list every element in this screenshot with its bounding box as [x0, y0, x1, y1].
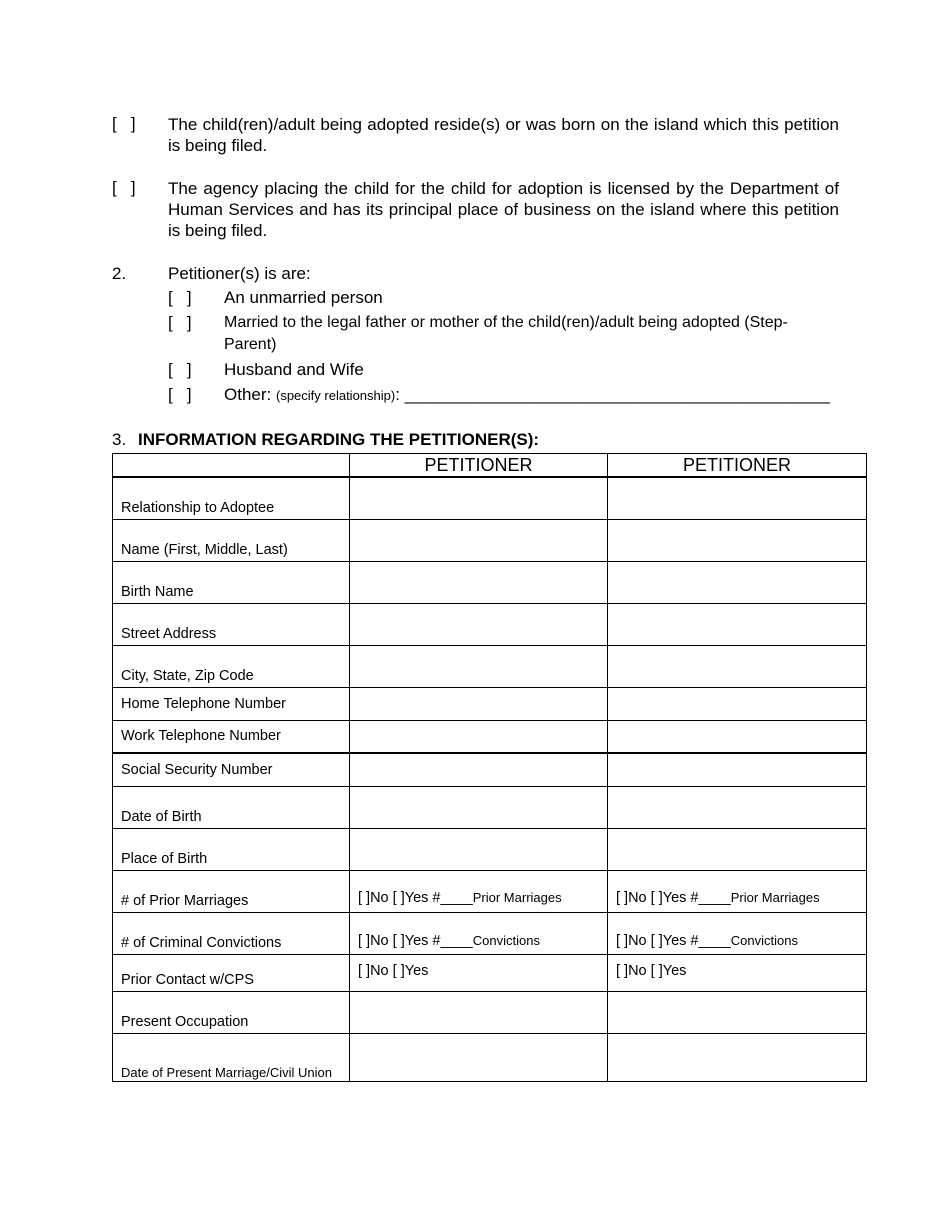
convictions-suffix-1: Convictions — [472, 932, 540, 948]
prior-marriages-options-1[interactable]: [ ]No [ ]Yes #____ — [358, 889, 473, 906]
row-label-work-phone: Work Telephone Number — [113, 720, 350, 753]
checkbox-other[interactable]: [ ] — [168, 385, 192, 404]
option-step-parent-line2: Parent) — [224, 336, 277, 353]
row-label-prior-marriages: # of Prior Marriages — [113, 870, 350, 912]
ssn-cell-2[interactable] — [608, 753, 867, 786]
header-blank — [113, 454, 350, 478]
city-state-zip-cell-1[interactable] — [350, 645, 608, 687]
convictions-suffix-2: Convictions — [730, 932, 798, 948]
cps-options-2[interactable]: [ ]No [ ]Yes — [616, 962, 687, 979]
cps-cell-1[interactable] — [350, 954, 608, 991]
birth-name-cell-2[interactable] — [608, 561, 867, 603]
row-label-city-state-zip: City, State, Zip Code — [113, 645, 350, 687]
checkbox-step-parent[interactable]: [ ] — [168, 313, 192, 332]
marriage-date-cell-2[interactable] — [608, 1033, 867, 1081]
row-label-home-phone: Home Telephone Number — [113, 687, 350, 720]
row-label-birth-name: Birth Name — [113, 561, 350, 603]
checkbox-unmarried-person[interactable]: [ ] — [168, 288, 192, 307]
row-label-date-of-birth: Date of Birth — [113, 786, 350, 828]
cps-options-1[interactable]: [ ]No [ ]Yes — [358, 962, 429, 979]
checkbox-island-residence[interactable]: [ ] — [112, 114, 136, 133]
column-header-petitioner-2: PETITIONER — [608, 454, 867, 478]
relationship-cell-2[interactable] — [608, 477, 867, 519]
prior-marriages-suffix-2: Prior Marriages — [730, 889, 820, 905]
island-residence-statement: The child(ren)/adult being adopted reside(s) or was born on the island which this petition is being filed. — [168, 115, 839, 155]
present-occupation-cell-1[interactable] — [350, 991, 608, 1033]
convictions-cell-1[interactable] — [350, 912, 608, 954]
ssn-cell-1[interactable] — [350, 753, 608, 786]
date-of-birth-cell-1[interactable] — [350, 786, 608, 828]
prior-marriages-options-2[interactable]: [ ]No [ ]Yes #____ — [616, 889, 731, 906]
petitioner-info-table — [112, 453, 867, 1082]
row-label-prior-cps-contact: Prior Contact w/CPS — [113, 954, 350, 991]
relationship-cell-1[interactable] — [350, 477, 608, 519]
row-label-marriage-date: Date of Present Marriage/Civil Union — [113, 1033, 350, 1081]
work-phone-cell-1[interactable] — [350, 720, 608, 753]
birth-name-cell-1[interactable] — [350, 561, 608, 603]
city-state-zip-cell-2[interactable] — [608, 645, 867, 687]
prior-marriages-cell-2[interactable] — [608, 870, 867, 912]
home-phone-cell-1[interactable] — [350, 687, 608, 720]
column-header-petitioner-1: PETITIONER — [350, 454, 608, 478]
row-label-street-address: Street Address — [113, 603, 350, 645]
option-unmarried-person: An unmarried person — [224, 288, 383, 307]
section-2-number: 2. — [112, 264, 127, 283]
option-step-parent-line1: Married to the legal father or mother of the child(ren)/adult being adopted (Step- — [224, 314, 788, 331]
home-phone-cell-2[interactable] — [608, 687, 867, 720]
option-husband-wife: Husband and Wife — [224, 360, 364, 379]
option-other-hint: (specify relationship) — [275, 388, 396, 403]
marriage-date-cell-1[interactable] — [350, 1033, 608, 1081]
licensed-agency-statement: The agency placing the child for the child for adoption is licensed by the Department of Human Services and has its principal place of business on the island where this petition is being filed. — [168, 179, 839, 240]
row-label-present-occupation: Present Occupation — [113, 991, 350, 1033]
prior-marriages-cell-1[interactable] — [350, 870, 608, 912]
option-other-label: Other: — [224, 385, 272, 404]
row-label-place-of-birth: Place of Birth — [113, 828, 350, 870]
street-address-cell-2[interactable] — [608, 603, 867, 645]
place-of-birth-cell-2[interactable] — [608, 828, 867, 870]
row-label-criminal-convictions: # of Criminal Convictions — [113, 912, 350, 954]
row-label-name: Name (First, Middle, Last) — [113, 519, 350, 561]
street-address-cell-1[interactable] — [350, 603, 608, 645]
convictions-cell-2[interactable] — [608, 912, 867, 954]
option-other — [224, 385, 830, 405]
row-label-relationship: Relationship to Adoptee — [113, 477, 350, 519]
present-occupation-cell-2[interactable] — [608, 991, 867, 1033]
row-label-ssn: Social Security Number — [113, 753, 350, 786]
option-other-colon: : — [395, 385, 400, 404]
name-cell-1[interactable] — [350, 519, 608, 561]
work-phone-cell-2[interactable] — [608, 720, 867, 753]
section-3-number: 3. — [112, 430, 127, 449]
section-3-heading: INFORMATION REGARDING THE PETITIONER(S): — [138, 430, 540, 449]
checkbox-husband-wife[interactable]: [ ] — [168, 360, 192, 379]
date-of-birth-cell-2[interactable] — [608, 786, 867, 828]
cps-cell-2[interactable] — [608, 954, 867, 991]
prior-marriages-suffix-1: Prior Marriages — [472, 889, 562, 905]
checkbox-licensed-agency[interactable]: [ ] — [112, 178, 136, 197]
place-of-birth-cell-1[interactable] — [350, 828, 608, 870]
convictions-options-2[interactable]: [ ]No [ ]Yes #____ — [616, 932, 731, 949]
name-cell-2[interactable] — [608, 519, 867, 561]
other-relationship-blank[interactable]: _____________________________________________ — [404, 385, 831, 404]
convictions-options-1[interactable]: [ ]No [ ]Yes #____ — [358, 932, 473, 949]
section-2-heading: Petitioner(s) is are: — [168, 264, 311, 283]
